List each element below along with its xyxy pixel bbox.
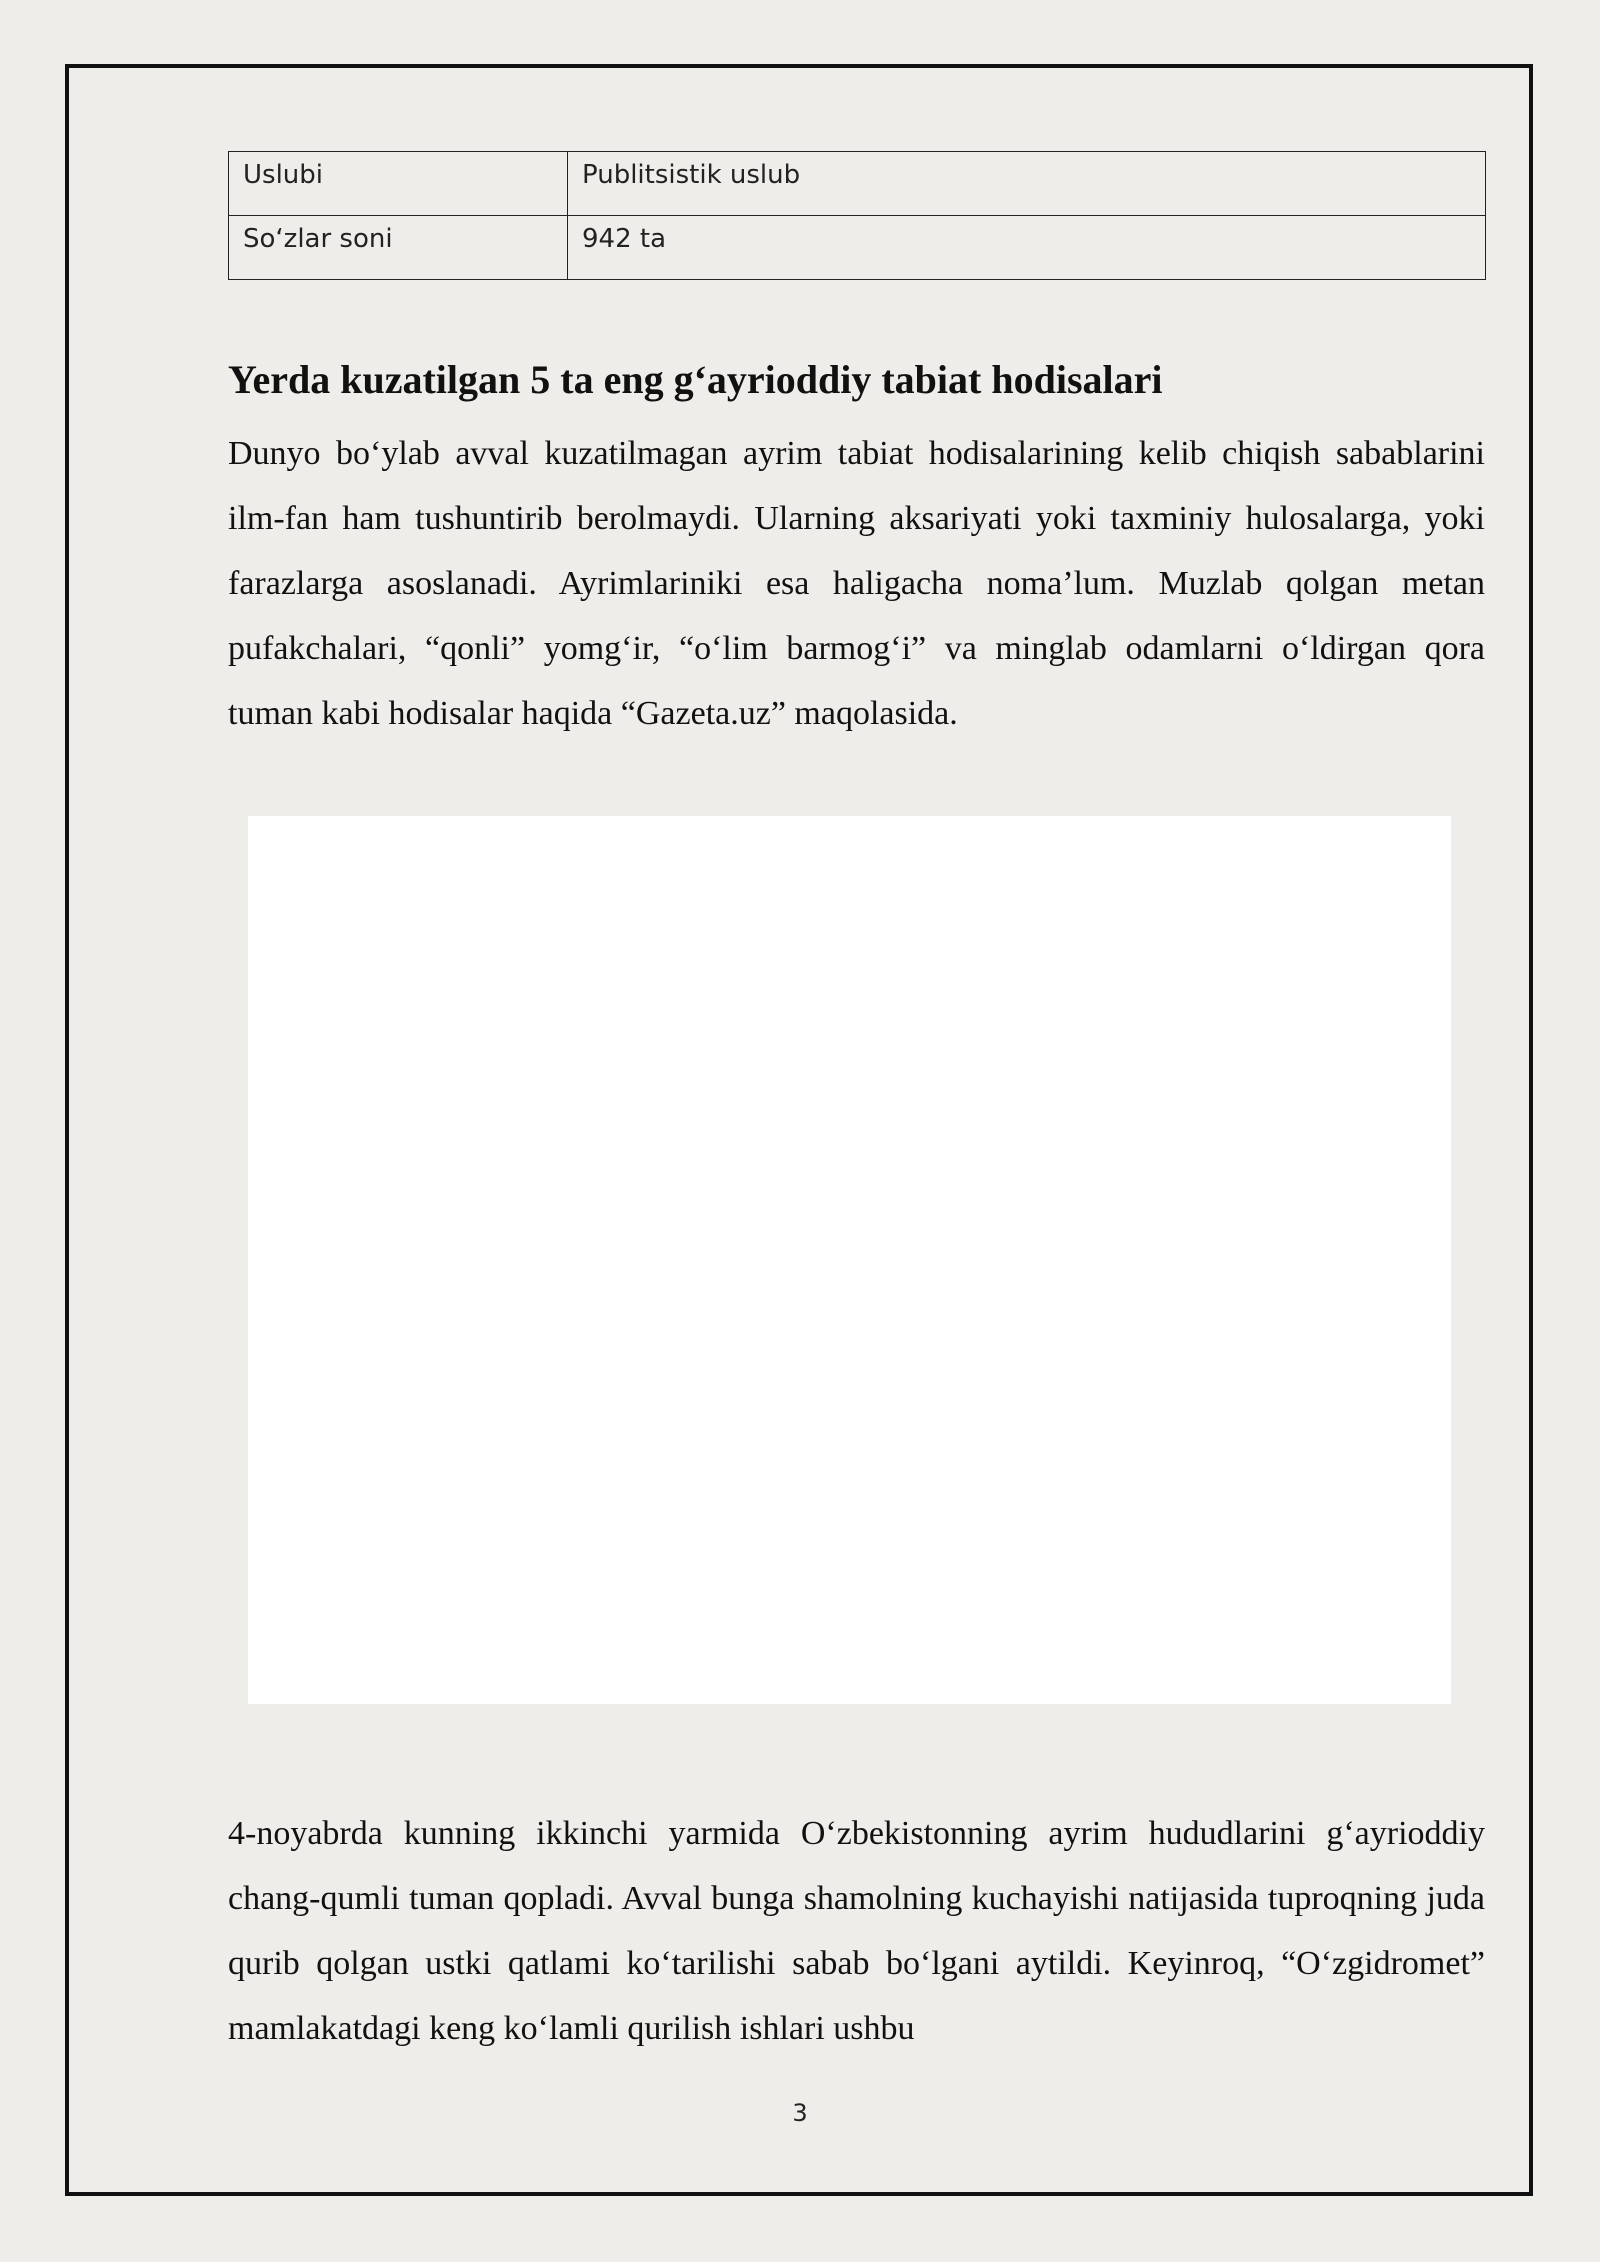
- metadata-table: [228, 151, 1486, 280]
- table-cell-value: Publitsistik uslub: [568, 152, 1486, 216]
- table-cell-label: Uslubi: [229, 152, 568, 216]
- table-cell-label: So‘zlar soni: [229, 216, 568, 280]
- table-cell-value: 942 ta: [568, 216, 1486, 280]
- table-row: [229, 152, 1486, 216]
- article-image: [248, 816, 1451, 1704]
- article-paragraph: Dunyo bo‘ylab avval kuzatilmagan ayrim tabiat hodisalarining kelib chiqish sabablarini ilm-fan ham tushuntirib berolmaydi. Ularning aksariyati yoki taxminiy hulosalarga, yoki farazlarga asoslanadi. Ayrimlariniki esa haligacha noma’lum. Muzlab qolgan metan pufakchalari, “qonli” yomg‘ir, “o‘lim barmog‘i” va minglab odamlarni o‘ldirgan qora tuman kabi hodisalar haqida “Gazeta.uz” maqolasida.: [228, 435, 1485, 732]
- article-title: Yerda kuzatilgan 5 ta eng g‘ayrioddiy tabiat hodisalari: [228, 357, 1163, 402]
- article-paragraph: 4-noyabrda kunning ikkinchi yarmida O‘zbekistonning ayrim hududlarini g‘ayrioddiy chang-qumli tuman qopladi. Avval bunga shamolning kuchayishi natijasida tuproqning juda qurib qolgan ustki qatlami ko‘tarilishi sabab bo‘lgani aytildi. Keyinroq, “O‘zgidromet” mamlakatdagi keng ko‘lamli qurilish ishlari ushbu: [228, 1815, 1485, 2047]
- table-row: [229, 216, 1486, 280]
- page-number: 3: [792, 2099, 808, 2127]
